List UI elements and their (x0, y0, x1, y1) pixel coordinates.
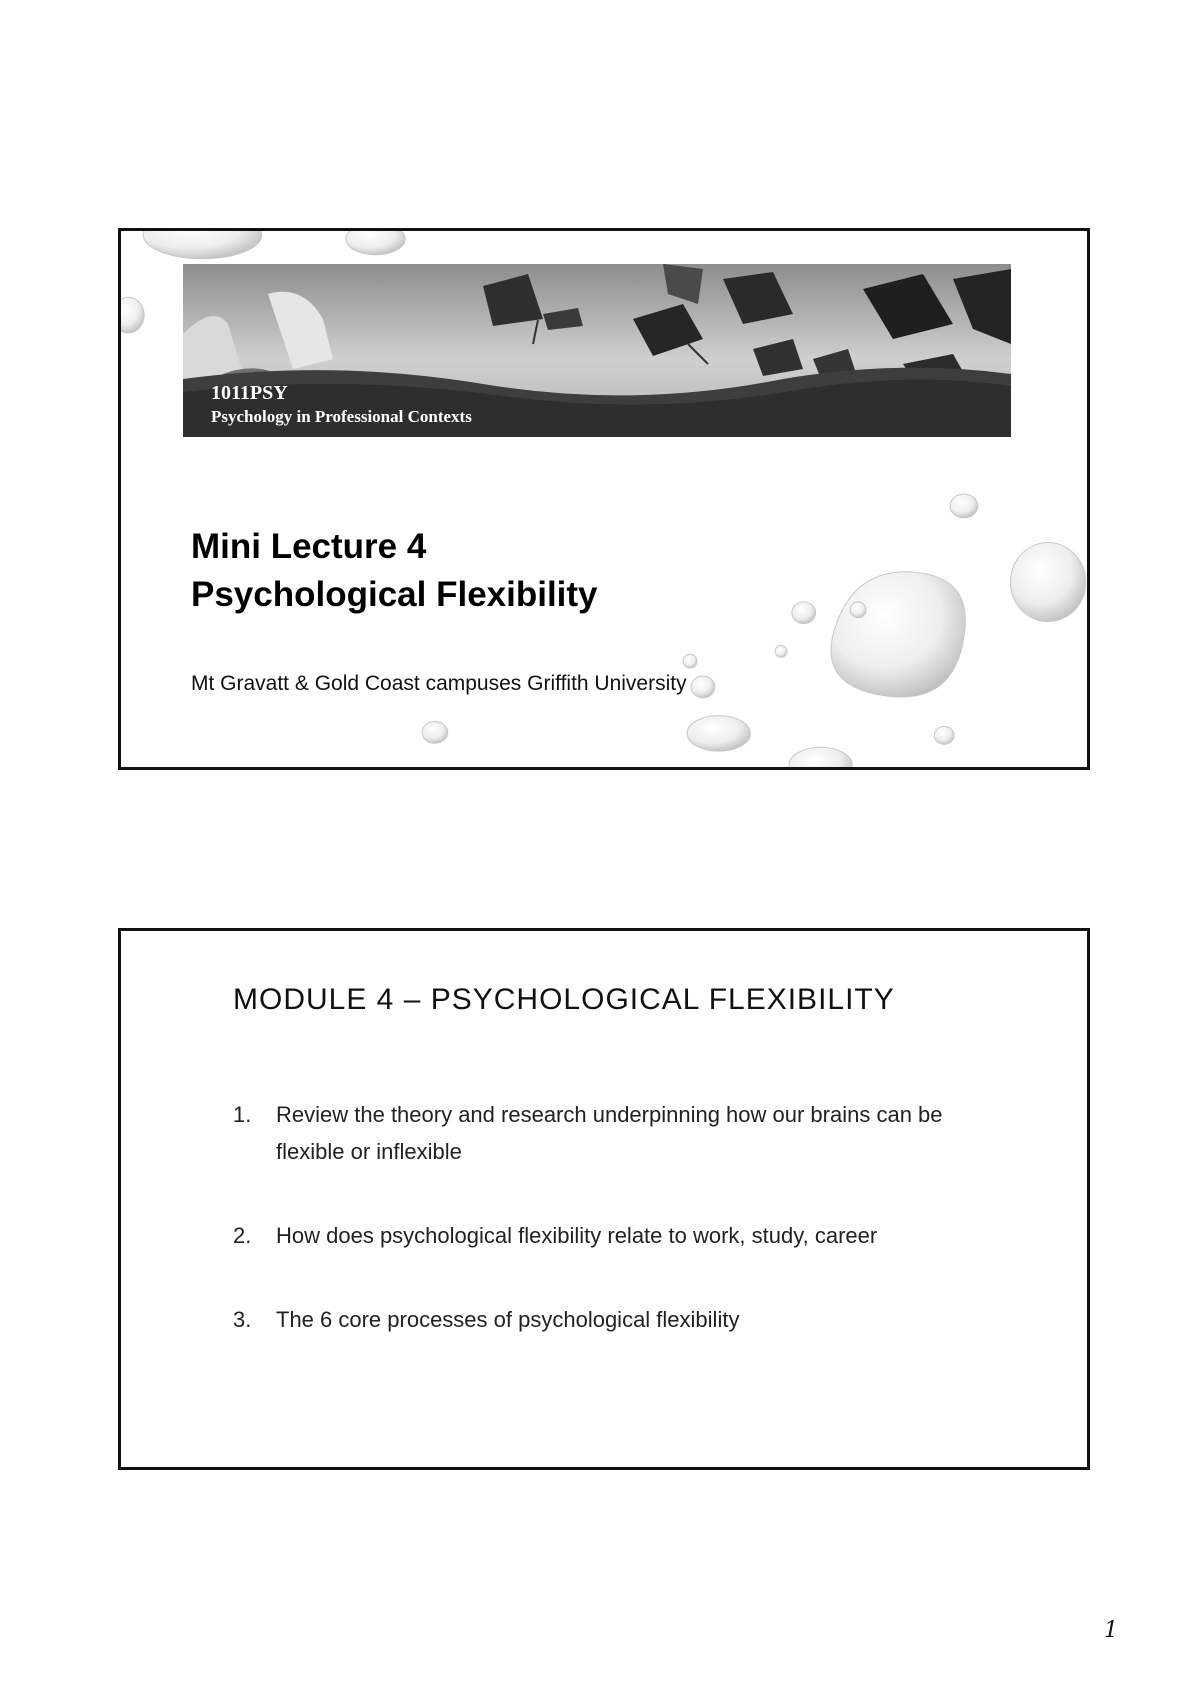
list-item-number: 1. (233, 1102, 252, 1127)
lecture-title (191, 523, 598, 619)
list-item-number: 3. (233, 1307, 252, 1332)
list-item-number: 2. (233, 1223, 252, 1248)
list-item-text: How does psychological flexibility relate to work, study, career (276, 1223, 878, 1248)
lecture-title-line2: Psychological Flexibility (191, 575, 598, 614)
list-item (233, 1301, 953, 1338)
course-name: Psychology in Professional Contexts (211, 407, 472, 426)
title-slide (118, 228, 1090, 770)
course-banner (183, 264, 1011, 437)
list-item (233, 1217, 953, 1254)
objectives-list (233, 1096, 953, 1385)
module-title: MODULE 4 – PSYCHOLOGICAL FLEXIBILITY (233, 983, 895, 1016)
page-number: 1 (1104, 1618, 1118, 1643)
module-overview-slide (118, 928, 1090, 1470)
list-item (233, 1096, 953, 1170)
campus-line: Mt Gravatt & Gold Coast campuses Griffith University (191, 672, 687, 695)
lecture-title-line1: Mini Lecture 4 (191, 527, 427, 566)
list-item-text: Review the theory and research underpinning how our brains can be flexible or inflexible (276, 1102, 943, 1164)
list-item-text: The 6 core processes of psychological flexibility (276, 1307, 740, 1332)
course-code: 1011PSY (211, 382, 288, 404)
